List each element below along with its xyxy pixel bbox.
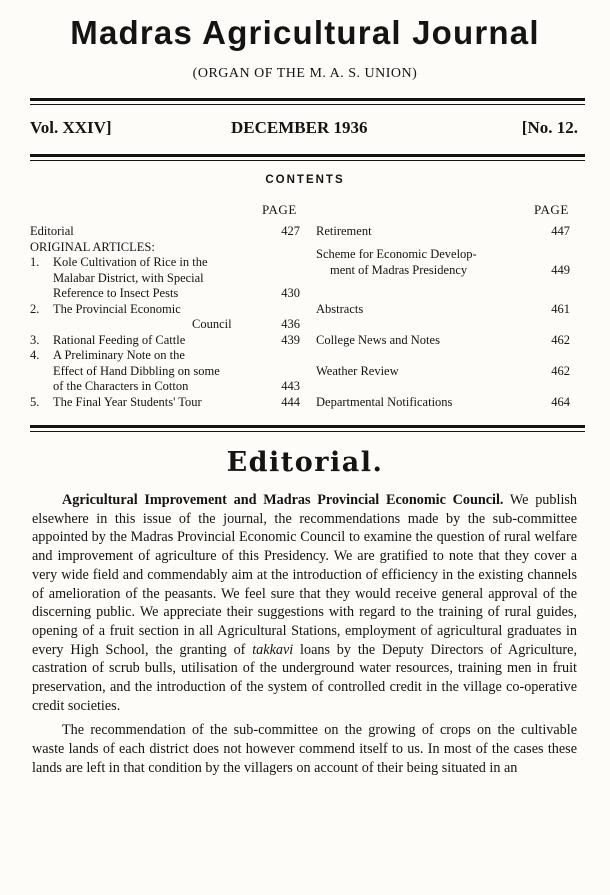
contents-rule-bottom-thin <box>30 431 585 432</box>
toc-entry-3: 3. Rational Feeding of Cattle 439 <box>30 332 300 347</box>
issue-date: DECEMBER 1936 <box>231 118 368 137</box>
toc-entry-college-news: College News and Notes 462 <box>316 333 570 347</box>
contents-left-column <box>30 224 300 410</box>
toc-entry-page: 444 <box>281 394 300 409</box>
toc-entry-departmental-notifications: Departmental Notifications 464 <box>316 395 570 409</box>
toc-entry-page: 439 <box>281 332 300 347</box>
toc-entry-page: 443 <box>281 379 300 393</box>
contents-heading: CONTENTS <box>265 174 345 186</box>
issue-number: [No. 12. <box>521 118 578 137</box>
toc-entry-5: 5. The Final Year Students' Tour 444 <box>30 394 300 409</box>
toc-entry-2: 2. The Provincial Economic Council 436 <box>30 301 300 331</box>
editorial-body <box>32 491 577 778</box>
toc-entry-weather-review: Weather Review 462 <box>316 364 570 378</box>
toc-section-original-articles: ORIGINAL ARTICLES: <box>30 239 155 254</box>
toc-entry-page: 427 <box>281 224 300 238</box>
toc-entry-abstracts: Abstracts 461 <box>316 302 570 316</box>
toc-entry-page: 447 <box>551 224 570 238</box>
toc-entry-page: 464 <box>551 395 570 409</box>
header-rule-bottom <box>30 154 585 157</box>
page-column-header-left: PAGE <box>262 202 297 217</box>
journal-organ-line: (ORGAN OF THE M. A. S. UNION) <box>192 66 418 81</box>
header-rule-top-thin <box>30 104 585 105</box>
italic-term: takkavi <box>252 641 294 658</box>
toc-entry-page: 430 <box>281 286 300 300</box>
toc-entry-page: 462 <box>551 333 570 347</box>
contents-rule-bottom <box>30 425 585 428</box>
toc-entry-page: 436 <box>281 317 300 331</box>
toc-entry-1: 1. Kole Cultivation of Rice in the Malabar District, with Special Reference to Insect Pests 430 <box>30 255 300 300</box>
header-rule-top <box>30 98 585 101</box>
toc-entry-retirement: Retirement 447 <box>316 224 570 238</box>
toc-entry-editorial <box>30 224 300 240</box>
toc-entry-page: 449 <box>551 262 570 277</box>
toc-entry-page: 462 <box>551 364 570 378</box>
contents-right-column <box>316 224 570 411</box>
editorial-paragraph: The recommendation of the sub-committee on the growing of crops on the cultivable waste lands of each district does not however commend itself to us. In most of the cases these lands are left in that condition by the villagers on account of their being situated in an <box>32 722 577 776</box>
editorial-heading: Editorial. <box>226 447 384 478</box>
page-column-header-right: PAGE <box>534 202 569 217</box>
toc-entry-4: 4. A Preliminary Note on the Effect of Hand Dibbling on some of the Characters in Cotton 443 <box>30 348 300 393</box>
paragraph-lead-heading: Agricultural Improvement and Madras Provincial Economic Council. <box>62 492 504 508</box>
editorial-paragraph: Agricultural Improvement and Madras Provincial Economic Council. We publish elsewhere in this issue of the journal, the recommendations made by the sub-committee appointed by the Madras Provincial Economic Council to examine the question of rural welfare and improvement of agriculture of this Presidency. We are gratified to note that they cover a very wide field and commendably aim at the introduction of efficiency in the existing channels of amelioration of the peasants. We feel sure that they would receive general approval of the discerning public. We appreciate their suggestions with regard to the training of rural guides, opening of a fruit section in all Agricultural Stations, employment of agricultural graduates in every High School, the granting of takkavi loans by the Deputy Directors of Agriculture, castration of scrub bulls, utilisation of the underground water resources, training men in fruit preservation, and the introduction of the system of controlled credit in the village co-operative credit societies. <box>32 492 577 714</box>
header-rule-bottom-thin <box>30 160 585 161</box>
toc-entry-title: Editorial <box>30 224 74 238</box>
journal-title: Madras Agricultural Journal <box>70 14 540 51</box>
volume-number: Vol. XXIV] <box>30 118 112 137</box>
toc-entry-page: 461 <box>551 302 570 316</box>
toc-entry-economic-scheme: Scheme for Economic Develop- ment of Madras Presidency 449 <box>316 247 570 277</box>
